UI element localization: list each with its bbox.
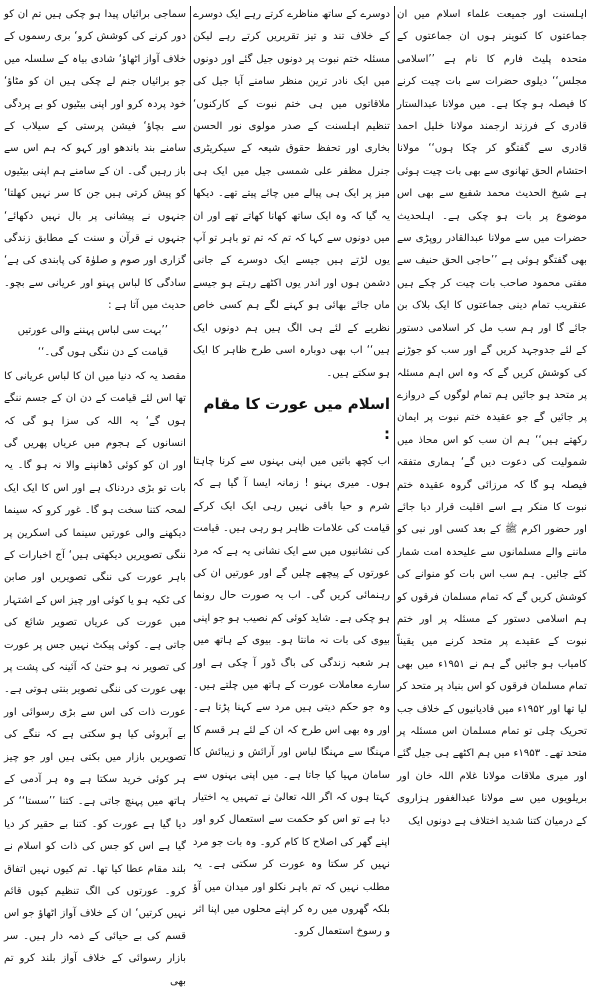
quote-line: قیامت کے دن ننگی ہوں گی۔‘‘ [37, 346, 168, 358]
quote-line: ’’بہت سی لباس پہننے والی عورتیں [17, 324, 168, 336]
paragraph: اہلسنت اور جمیعت علماء اسلام میں ان جماعتوں کا کنوینر ہوں ان جماعتوں کے متحدہ پلیٹ فارم کا نام ہے ’’اسلامی مجلس‘‘ دیلوی حضرات سے بات چیت کرنے کا فیصلہ ہو چکا ہے۔ میں مولانا عبدالستار قادری کے فرزند ارجمند مولانا خلیل احمد قادری سے گفتگو کر چکا ہوں‘‘ مولانا احتشام الحق تھانوی سے بھی بات چیت ہوئی ہے شیخ الحدیث محمد شفیع سے بھی اس موضوع پر بات ہو چکی ہے۔ اہلحدیث حضرات میں سے مولانا عبدالقادر روپڑی سے بھی گفتگو ہوئی ہے ’’حاجی الحق حنیف سے مفتی محمود صاحب بات چیت کر چکے ہیں عنقریب تمام دینی جماعتوں کا ایک بلاک بن جائے گا اور ہم سب مل کر اسلامی دستور کے لئے جدوجہد کریں گے اور سب کو جوڑنے کی کوشش کریں گے کہ وہ اس اہم مسئلہ پر متحد ہو جائیں ہم تمام لوگوں کے دروازے پر جائیں گے جو عقیدہ ختم نبوت پر ایمان رکھتے ہیں‘‘ ہم ان سب کو اس محاذ میں شمولیت کی دعوت دیں گے‘ ہماری متفقہ فیصلہ ہو گا کہ مرزائی گروہ عقیدہ ختم نبوت کا منکر ہے اسے اقلیت قرار دیا جائے اور حضور اکرم ﷺ کے بعد کسی اور نبی کو ماننے والے مسلمانوں سے علیحدہ امت شمار کئے جائیں۔ ہم سب اس بات کو منوانے کی کوشش کریں گے کہ تمام مسلمان فرقوں کو ہم اسلامی دستور کے مسئلہ پر اور ختم نبوت کے عقیدے پر متحد کرنے میں یقیناً کامیاب ہو جائیں گے ہم نے ۱۹۵۱ء میں بھی تمام مسلمان فرقوں کو اس بنیاد پر متحد کر لیا تھا اور ۱۹۵۲ء میں قادیانیوں کے خلاف جب تحریک چلی تو تمام مسلمان اس مسئلہ پر متحد تھے۔ ۱۹۵۳ء میں ہم اکٹھے ہی جیل گئے اور میری ملاقات مولانا غلام اللہ خان اور بریلویوں میں سے مولانا عبدالغفور ہزاروی کے درمیان کتنا شدید اختلاف ہے دونوں ایک [397, 9, 587, 827]
column-divider [190, 6, 191, 756]
section-heading: اسلام میں عورت کا مقام : [203, 394, 390, 443]
hadith-quote [4, 320, 186, 364]
paragraph: مقصد یہ کہ دنیا میں ان کا لباس عریانی کا تھا اس لئے قیامت کے دن ان کے جسم ننگے ہوں گے‘ یہ اللہ کی سزا ہو گی کہ انسانوں کے ہجوم میں عریاں پھریں گی اور ان کو کوئی ڈھانپنے والا نہ ہو گا۔ یہ بات تو بڑی دردناک ہے اور اس کا ایک ایک لمحہ کتنا سخت ہو گا۔ غور کرو کہ سینما دیکھنے والی عورتیں سینما کی اسکرین پر ننگی تصویریں دیکھتی ہیں‘ آج اخبارات کے باہر عورت کی ننگی تصویریں اور صابن کی ٹکیہ ہو یا کوئی اور چیز اس کے اشتہار میں عورت کی عریاں تصویر شائع کی جاتی ہے۔ کوئی پیکٹ نہیں جس پر عورت کی تصویر نہ ہو حتیٰ کہ آئینہ کی پشت پر بھی عورت کی ننگی تصویر بنتی ہوتی ہے۔ عورت ذات کی اس سے بڑی رسوائی اور بے آبروئی کیا ہو سکتی ہے کہ ننگے کی تصویریں بازار میں بکتی ہیں اور جو چیز ہر کوئی خرید سکتا ہے وہ ہر آدمی کے ہاتھ میں پہنچ جاتی ہے۔ کتنا ’’سستا‘‘ کر دیا گیا ہے عورت کو۔ کتنا بے حقیر کر دیا گیا ہے اس کو جس کی ذات کو اسلام نے بلند مقام عطا کیا تھا۔ تم کیوں نہیں اتفاق کرو۔ عورتوں کی الگ تنظیم کیوں قائم نہیں کرتیں‘ ان کے خلاف آواز اٹھاؤ جو اس قسم کی بے حیائی کے ذمہ دار ہیں۔ سر بازار رسوائی کے خلاف آواز بلند کرو تم بھی [4, 370, 186, 987]
article-column-left [4, 4, 186, 987]
paragraph: دوسرے کے ساتھ مناظرے کرتے رہے ایک دوسرے کے خلاف تند و تیز تقریریں کرتے رہے لیکن مسئلہ ختم نبوت پر دونوں جیل گئے اور دونوں میں ایک نادر ترین منظر سامنے آیا جیل کی ملاقاتوں میں ہی ختم نبوت کے کارکنوں‘ تنظیم اہلسنت کے صدر مولوی نور الحسن بخاری اور تحفظ حقوق شیعہ کے سیکریٹری جنرل مظفر علی شمسی جیل میں ایک ہی میز پر ایک ہی پیالے میں چائے پیتے تھے۔ دیکھا یہ گیا کہ وہ ایک ساتھ کھانا کھاتے تھے اور ان میں دونوں سے کہا کہ تم کہ تم تو باہر تو آپ یوں لڑتے ہیں جیسے ایک دوسرے کے جانی دشمن ہوں اور اندر یوں اکٹھے رہتے ہو جیسے ماں جائے بھائی ہو کہنے لگے ہم کسی خاص نظریے کے لئے ہی الگ ہیں ہم دونوں ایک ہیں‘‘ اب بھی دوبارہ اسی طرح ظاہر کا ایک ہو سکتے ہیں۔ [193, 9, 390, 379]
paragraph: اب کچھ باتیں میں اپنی بہنوں سے کرنا چاہتا ہوں۔ میری بہنو ! زمانہ ایسا آ گیا ہے کہ شرم و حیا باقی نہیں رہی ایک ایک کرکے قیامت کی علامات ظاہر ہو رہی ہیں۔ قیامت کی نشانیوں میں سے ایک نشانی یہ ہے کہ مرد عورتوں کے پیچھے چلیں گے اور عورتیں ان کی رہنمائی کریں گی۔ اب یہ صورت حال رونما ہو چکی ہے۔ شاید کوئی کم نصیب ہو جو اپنی بیوی کی بات نہ مانتا ہو۔ بیوی کے ہاتھ میں ہر شعبہ زندگی کی باگ ڈور آ چکی ہے اور سارے معاملات عورت کے ہاتھ میں چلتے ہیں۔ وہ جو حکم دیتی ہیں مرد سے کہنا پڑتا ہے۔ اور وہ بھی اس طرح کہ ان کے لئے ہر قسم کا مہنگا سے مہنگا لباس اور آرائش و زیبائش کا سامان مہیا کیا جاتا ہے۔ میں اپنی بہنوں سے کہتا ہوں کہ اگر اللہ تعالیٰ نے تمہیں یہ اختیار دیا ہے تو اس کو حکمت سے استعمال کرو اور اپنے گھر کی اصلاح کا کام کرو۔ وہ بات جو مرد نہیں کر سکتا وہ عورت کر سکتی ہے۔ یہ مطلب نہیں کہ تم باہر نکلو اور میدان میں آؤ بلکہ گھروں میں رہ کر اپنے محلوں میں اپنا اثر و رسوخ استعمال کرو۔ [193, 455, 390, 938]
article-column-right [397, 4, 587, 827]
article-column-middle [193, 4, 390, 938]
column-divider [394, 6, 395, 756]
paragraph: سماجی برائیاں پیدا ہو چکی ہیں تم ان کو دور کرنے کی کوشش کرو‘ بری رسموں کے خلاف آواز اٹھاؤ‘ شادی بیاہ کے سلسلہ میں جو برائیاں جنم لے چکی ہیں ان کو مٹاؤ‘ خود پردہ کرو اور اپنی بیٹیوں کو بے پردگی سے بچاؤ‘ فیشن پرستی کے سیلاب کے سامنے بند باندھو اور کہو کہ ہم اس سے باز رہیں گی۔ ان کے سامنے ہم اپنی بیٹیوں کو پیش کرتی ہیں جن کا سر نہیں کھلتا‘ جنہوں نے پیشانی پر بال نہیں دکھائے‘ جنہوں نے قرآن و سنت کے مطابق زندگی گزاری اور صوم و صلوٰۃ کی پابندی کی ہے‘ سادگی کا لباس پہنو اور عریانی سے بچو۔ حدیث میں آتا ہے : [4, 9, 186, 312]
